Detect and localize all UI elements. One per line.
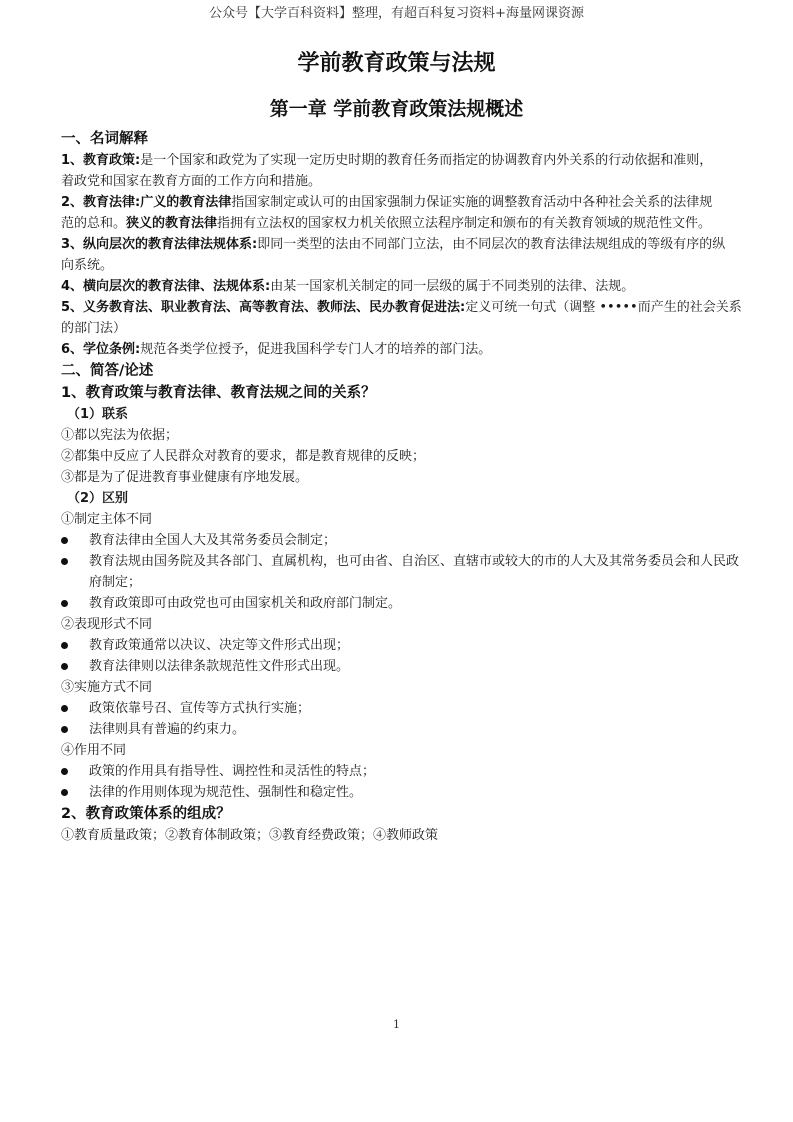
chapter-title: 第一章 学前教育政策法规概述 [269, 98, 524, 120]
definition-term: 6、学位条例: [61, 342, 141, 357]
definition-term: 4、横向层次的教育法律、法规体系: [61, 279, 271, 294]
definition-term: 1、教育政策: [61, 153, 141, 168]
answer-text: ①教育质量政策；②教育体制政策；③教育经费政策；④教师政策 [61, 828, 439, 843]
bullet-item [61, 761, 741, 782]
definition-continuation: 着政党和国家在教育方面的工作方向和措施。 [61, 174, 322, 189]
bullet-icon [61, 663, 68, 670]
document-title: 学前教育政策与法规 [297, 51, 496, 76]
bullet-text: 教育政策即可由政党也可由国家机关和政府部门制定。 [89, 596, 402, 611]
document-body [61, 128, 741, 846]
bullet-item [61, 719, 741, 740]
header-note: 公众号【大学百科资料】整理，有超百科复习资料+海量网课资源 [209, 6, 584, 21]
bullet-text: 法律的作用则体现为规范性、强制性和稳定性。 [89, 785, 363, 800]
question-heading: 1、教育政策与教育法律、教育法规之间的关系？ [61, 385, 376, 401]
bullet-text: 教育法律由全国人大及其常务委员会制定； [89, 533, 337, 548]
bullet-icon [61, 642, 68, 649]
definition-term: 3、纵向层次的教育法律法规体系: [61, 237, 258, 252]
definition-continuation [61, 213, 741, 234]
definition-text: 范的总和。 [61, 216, 127, 231]
definition-text: 由某一国家机关制定的同一层级的属于不同类别的法律、法规。 [270, 279, 635, 294]
bullet-item [61, 698, 741, 719]
question-heading: 2、教育政策体系的组成？ [61, 806, 231, 822]
list-item: ③都是为了促进教育事业健康有序地发展。 [61, 470, 309, 485]
definition-text: 即同一类型的法由不同部门立法，由不同层次的教育法律法规组成的等级有序的纵 [257, 237, 726, 252]
definition-text: 是一个国家和政党为了实现一定历史时期的教育任务而指定的协调教育内外关系的行动依据和准则， [140, 153, 713, 168]
bullet-item [61, 635, 741, 656]
page-number: 1 [393, 1018, 400, 1031]
bullet-icon [61, 558, 68, 565]
definition-item [61, 276, 741, 297]
subheading-connection: （1）联系 [67, 407, 129, 422]
bullet-text: 教育法规由国务院及其各部门、直属机构，也可由省、自治区、直辖市或较大的市的人大及其常务委员会和人民政府制定； [89, 554, 740, 590]
bullet-icon [61, 789, 68, 796]
definition-subterm: 广义的教育法律 [140, 195, 232, 210]
section-heading-essay: 二、简答/论述 [61, 363, 154, 379]
section-heading-definitions: 一、名词解释 [61, 131, 148, 147]
subheading-difference: （2）区别 [67, 491, 129, 506]
definition-text: 指拥有立法权的国家权力机关依照立法程序制定和颁布的有关教育领域的规范性文件。 [217, 216, 712, 231]
definition-term: 5、义务教育法、职业教育法、高等教育法、教师法、民办教育促进法: [61, 300, 466, 315]
definition-continuation: 的部门法） [61, 321, 127, 336]
group-title: ④作用不同 [61, 743, 127, 758]
bullet-item [61, 782, 741, 803]
definition-text: 指国家制定或认可的由国家强制力保证实施的调整教育活动中各种社会关系的法律规 [231, 195, 713, 210]
group-title: ②表现形式不同 [61, 617, 153, 632]
bullet-icon [61, 768, 68, 775]
bullet-text: 教育政策通常以决议、决定等文件形式出现； [89, 638, 350, 653]
group-title: ③实施方式不同 [61, 680, 153, 695]
definition-continuation: 向系统。 [61, 258, 114, 273]
definition-subterm: 狭义的教育法律 [126, 216, 218, 231]
definition-text: 定义可统一句式（调整 •••••而产生的社会关系 [465, 300, 742, 315]
definition-item [61, 192, 741, 213]
bullet-text: 政策的作用具有指导性、调控性和灵活性的特点； [89, 764, 376, 779]
bullet-icon [61, 726, 68, 733]
bullet-icon [61, 537, 68, 544]
bullet-item [61, 656, 741, 677]
bullet-text: 法律则具有普遍的约束力。 [89, 722, 246, 737]
definition-item [61, 297, 741, 318]
definition-item [61, 150, 741, 171]
definition-term: 2、教育法律: [61, 195, 141, 210]
bullet-icon [61, 705, 68, 712]
definition-item [61, 339, 741, 360]
bullet-text: 政策依靠号召、宣传等方式执行实施； [89, 701, 311, 716]
definition-item [61, 234, 741, 255]
list-item: ①都以宪法为依据； [61, 428, 179, 443]
bullet-item [61, 593, 741, 614]
bullet-text: 教育法律则以法律条款规范性文件形式出现。 [89, 659, 350, 674]
group-title: ①制定主体不同 [61, 512, 153, 527]
bullet-item [61, 530, 741, 551]
definition-text: 规范各类学位授予，促进我国科学专门人才的培养的部门法。 [140, 342, 492, 357]
list-item: ②都集中反应了人民群众对教育的要求，都是教育规律的反映； [61, 449, 426, 464]
bullet-icon [61, 600, 68, 607]
bullet-item [61, 551, 741, 593]
